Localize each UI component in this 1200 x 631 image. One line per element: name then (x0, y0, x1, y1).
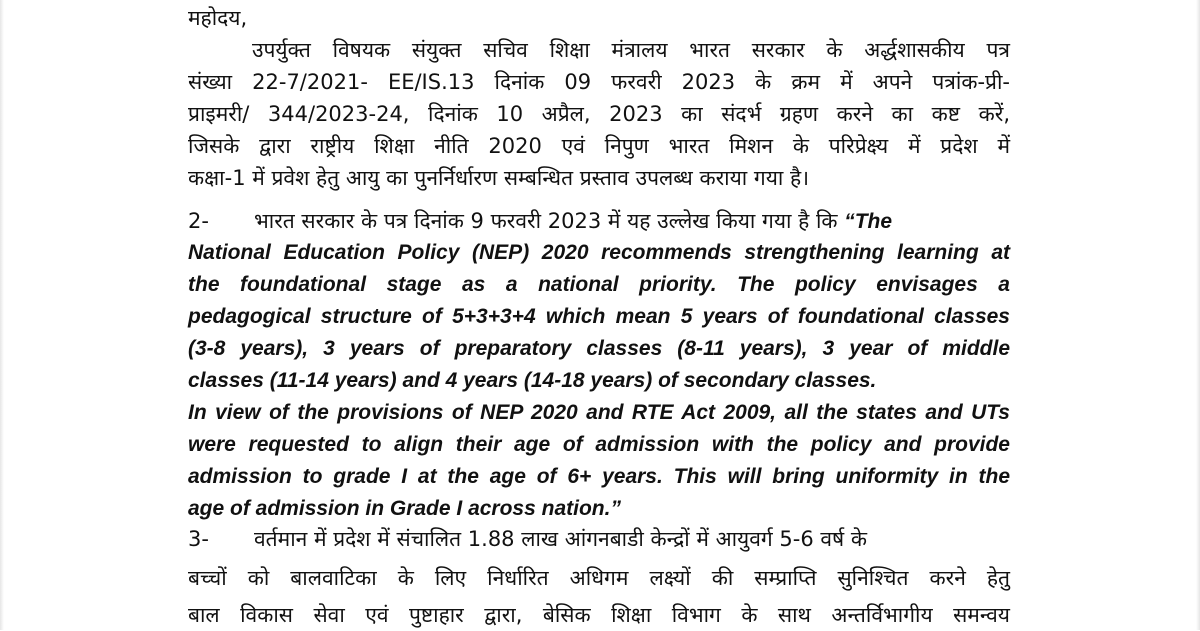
para1-line-5: कक्षा-1 में प्रवेश हेतु आयु का पुनर्निर्धारण सम्बन्धित प्रस्ताव उपलब्ध कराया गया है। (188, 166, 810, 190)
quote-line-3: pedagogical structure of 5+3+3+4 which mean 5 years of foundational classes (188, 305, 1010, 328)
para1-line-2: संख्या 22-7/2021- EE/IS.13 दिनांक 09 फरवरी 2023 के क्रम में अपने पत्रांक-प्री- (188, 70, 1010, 94)
quote-line-4: (3-8 years), 3 years of preparatory classes (8-11 years), 3 year of middle (188, 337, 1010, 360)
para1-line-3: प्राइमरी/ 344/2023-24, दिनांक 10 अप्रैल, 2023 का संदर्भ ग्रहण करने का कष्ट करें, (188, 102, 1010, 126)
quote-line-2: the foundational stage as a national priority. The policy envisages a (188, 273, 1010, 296)
quote-line-5: classes (11-14 years) and 4 years (14-18 years) of secondary classes. (188, 369, 877, 392)
page-edge-left (0, 0, 4, 630)
para2-intro: भारत सरकार के पत्र दिनांक 9 फरवरी 2023 में यह उल्लेख किया गया है कि (254, 209, 838, 233)
para1-line-4: जिसके द्वारा राष्ट्रीय शिक्षा नीति 2020 एवं निपुण भारत मिशन के परिप्रेक्ष्य में प्रदेश में (188, 134, 1010, 158)
quote-line-7: were requested to align their age of admission with the policy and provide (188, 433, 1010, 456)
salutation: महोदय, (188, 6, 248, 30)
para3-number: 3- (188, 527, 209, 551)
para2-first-line (188, 205, 1010, 237)
para1-line-1: उपर्युक्त विषयक संयुक्त सचिव शिक्षा मंत्रालय भारत सरकार के अर्द्धशासकीय पत्र (252, 38, 1010, 62)
para3-line-1: वर्तमान में प्रदेश में संचालित 1.88 लाख आंगनबाडी केन्द्रों में आयुवर्ग 5-6 वर्ष के (254, 527, 867, 551)
quote-opening: “The (844, 210, 893, 233)
para3-line-2: बच्चों को बालवाटिका के लिए निर्धारित अधिगम लक्ष्यों की सम्प्राप्ति सुनिश्चित करने हेतु (188, 566, 1010, 590)
para2-number: 2- (188, 209, 209, 233)
page-edge-right (1196, 0, 1200, 630)
quote-line-9: age of admission in Grade I across nation.” (188, 497, 621, 520)
para3-line-3: बाल विकास सेवा एवं पुष्टाहार द्वारा, बेसिक शिक्षा विभाग के साथ अन्तर्विभागीय समन्वय (188, 603, 1010, 627)
quote-line-8: admission to grade I at the age of 6+ years. This will bring uniformity in the (188, 465, 1010, 488)
quote-line-6: In view of the provisions of NEP 2020 and RTE Act 2009, all the states and UTs (188, 401, 1010, 424)
para3-first-line (188, 523, 1010, 555)
quote-line-1: National Education Policy (NEP) 2020 recommends strengthening learning at (188, 241, 1010, 264)
